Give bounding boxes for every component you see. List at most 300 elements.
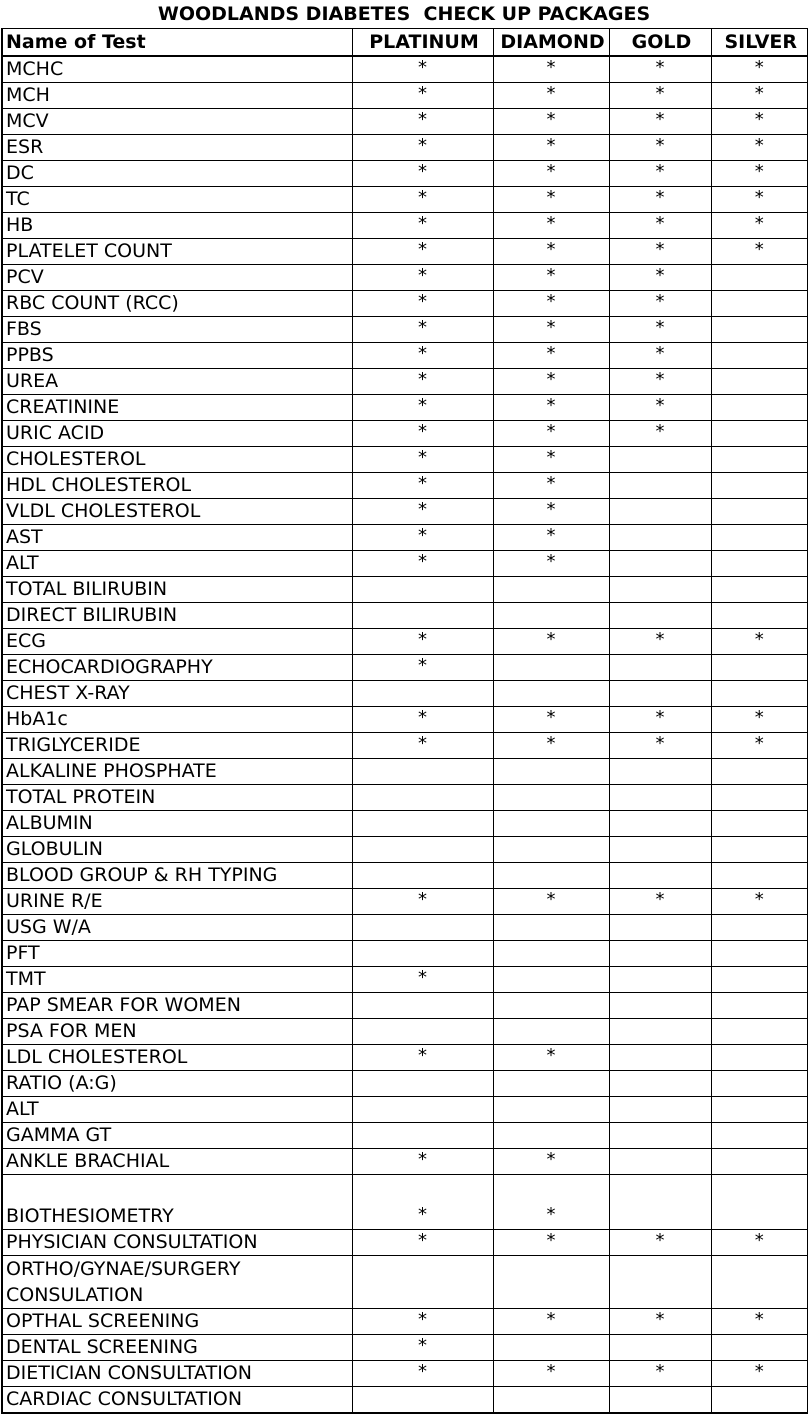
mark-silver xyxy=(711,551,808,577)
table-row xyxy=(2,291,808,317)
mark-platinum: * xyxy=(352,265,493,291)
mark-gold: * xyxy=(609,395,711,421)
mark-diamond: * xyxy=(493,447,609,473)
mark-silver xyxy=(711,447,808,473)
mark-gold xyxy=(609,837,711,863)
mark-diamond: * xyxy=(493,551,609,577)
mark-gold: * xyxy=(609,1230,711,1256)
test-name: DIRECT BILIRUBIN xyxy=(2,603,352,629)
mark-gold xyxy=(609,941,711,967)
mark-diamond xyxy=(493,1335,609,1361)
table-row xyxy=(2,109,808,135)
mark-diamond xyxy=(493,941,609,967)
mark-diamond: * xyxy=(493,1230,609,1256)
mark-platinum xyxy=(352,941,493,967)
mark-gold: * xyxy=(609,83,711,109)
table-row xyxy=(2,1097,808,1123)
table-row xyxy=(2,83,808,109)
test-name: ALT xyxy=(2,551,352,577)
mark-diamond: * xyxy=(493,1175,609,1230)
table-row xyxy=(2,889,808,915)
mark-diamond: * xyxy=(493,707,609,733)
mark-silver xyxy=(711,681,808,707)
mark-diamond xyxy=(493,1071,609,1097)
mark-gold: * xyxy=(609,733,711,759)
test-name: VLDL CHOLESTEROL xyxy=(2,499,352,525)
test-name: CARDIAC CONSULTATION xyxy=(2,1387,352,1414)
table-row xyxy=(2,1309,808,1335)
mark-gold: * xyxy=(609,239,711,265)
test-name: BIOTHESIOMETRY xyxy=(2,1175,352,1230)
table-row xyxy=(2,421,808,447)
mark-platinum: * xyxy=(352,473,493,499)
mark-platinum xyxy=(352,681,493,707)
mark-diamond: * xyxy=(493,265,609,291)
mark-platinum xyxy=(352,785,493,811)
mark-platinum xyxy=(352,1019,493,1045)
mark-silver xyxy=(711,1123,808,1149)
mark-gold xyxy=(609,993,711,1019)
sheet-title: WOODLANDS DIABETES CHECK UP PACKAGES xyxy=(157,3,651,25)
test-name: TMT xyxy=(2,967,352,993)
table-row xyxy=(2,161,808,187)
mark-gold xyxy=(609,759,711,785)
mark-diamond: * xyxy=(493,161,609,187)
table-row xyxy=(2,1149,808,1175)
mark-gold xyxy=(609,915,711,941)
mark-platinum xyxy=(352,1256,493,1309)
table-row xyxy=(2,1045,808,1071)
table-row xyxy=(2,811,808,837)
mark-gold xyxy=(609,1071,711,1097)
mark-gold: * xyxy=(609,707,711,733)
mark-gold xyxy=(609,499,711,525)
mark-platinum: * xyxy=(352,421,493,447)
table-row xyxy=(2,473,808,499)
test-name: TRIGLYCERIDE xyxy=(2,733,352,759)
test-name: MCH xyxy=(2,83,352,109)
mark-platinum: * xyxy=(352,161,493,187)
mark-platinum: * xyxy=(352,1230,493,1256)
mark-diamond: * xyxy=(493,213,609,239)
mark-platinum xyxy=(352,577,493,603)
mark-diamond: * xyxy=(493,369,609,395)
mark-platinum xyxy=(352,993,493,1019)
mark-diamond: * xyxy=(493,109,609,135)
mark-silver xyxy=(711,395,808,421)
test-name: BLOOD GROUP & RH TYPING xyxy=(2,863,352,889)
test-name: ECHOCARDIOGRAPHY xyxy=(2,655,352,681)
mark-gold: * xyxy=(609,265,711,291)
table-row xyxy=(2,187,808,213)
test-name: LDL CHOLESTEROL xyxy=(2,1045,352,1071)
mark-diamond: * xyxy=(493,629,609,655)
table-row xyxy=(2,629,808,655)
mark-silver xyxy=(711,759,808,785)
mark-gold xyxy=(609,1123,711,1149)
mark-gold xyxy=(609,603,711,629)
table-row xyxy=(2,759,808,785)
mark-silver xyxy=(711,785,808,811)
mark-platinum: * xyxy=(352,56,493,83)
mark-silver xyxy=(711,291,808,317)
test-name: ORTHO/GYNAE/SURGERY CONSULATION xyxy=(2,1256,352,1309)
mark-gold xyxy=(609,863,711,889)
table-row xyxy=(2,1019,808,1045)
test-name: ALT xyxy=(2,1097,352,1123)
mark-gold: * xyxy=(609,213,711,239)
mark-diamond: * xyxy=(493,56,609,83)
table-header xyxy=(2,29,808,57)
mark-gold xyxy=(609,1097,711,1123)
mark-diamond: * xyxy=(493,421,609,447)
mark-gold xyxy=(609,1175,711,1230)
mark-silver: * xyxy=(711,629,808,655)
mark-silver: * xyxy=(711,1230,808,1256)
mark-silver xyxy=(711,265,808,291)
table-row xyxy=(2,447,808,473)
mark-silver xyxy=(711,343,808,369)
mark-gold: * xyxy=(609,135,711,161)
test-name: DIETICIAN CONSULTATION xyxy=(2,1361,352,1387)
mark-platinum: * xyxy=(352,213,493,239)
mark-platinum: * xyxy=(352,395,493,421)
mark-silver: * xyxy=(711,83,808,109)
mark-gold: * xyxy=(609,317,711,343)
column-header-silver: SILVER xyxy=(711,29,808,57)
mark-silver xyxy=(711,655,808,681)
mark-diamond: * xyxy=(493,733,609,759)
table-row xyxy=(2,317,808,343)
mark-silver: * xyxy=(711,733,808,759)
table-row xyxy=(2,655,808,681)
test-name: TOTAL BILIRUBIN xyxy=(2,577,352,603)
table-row xyxy=(2,1335,808,1361)
mark-platinum: * xyxy=(352,967,493,993)
mark-platinum: * xyxy=(352,1335,493,1361)
table-row xyxy=(2,967,808,993)
test-name: PSA FOR MEN xyxy=(2,1019,352,1045)
mark-platinum xyxy=(352,759,493,785)
mark-diamond: * xyxy=(493,525,609,551)
mark-gold xyxy=(609,1045,711,1071)
mark-diamond xyxy=(493,785,609,811)
mark-silver xyxy=(711,941,808,967)
mark-gold xyxy=(609,473,711,499)
table-row xyxy=(2,863,808,889)
mark-silver xyxy=(711,915,808,941)
packages-table xyxy=(1,28,808,1414)
mark-diamond: * xyxy=(493,889,609,915)
mark-diamond: * xyxy=(493,343,609,369)
mark-diamond: * xyxy=(493,135,609,161)
mark-platinum xyxy=(352,915,493,941)
mark-silver xyxy=(711,473,808,499)
mark-diamond xyxy=(493,863,609,889)
mark-platinum: * xyxy=(352,369,493,395)
table-row xyxy=(2,941,808,967)
mark-diamond: * xyxy=(493,1309,609,1335)
table-row xyxy=(2,1123,808,1149)
mark-silver xyxy=(711,1019,808,1045)
mark-platinum xyxy=(352,1071,493,1097)
table-row xyxy=(2,993,808,1019)
mark-platinum: * xyxy=(352,317,493,343)
table-row xyxy=(2,135,808,161)
mark-diamond: * xyxy=(493,239,609,265)
mark-platinum: * xyxy=(352,83,493,109)
test-name: ALKALINE PHOSPHATE xyxy=(2,759,352,785)
mark-silver: * xyxy=(711,1309,808,1335)
mark-diamond xyxy=(493,837,609,863)
mark-silver xyxy=(711,1256,808,1309)
table-row xyxy=(2,551,808,577)
mark-platinum: * xyxy=(352,135,493,161)
test-name: USG W/A xyxy=(2,915,352,941)
column-header-diamond: DIAMOND xyxy=(493,29,609,57)
mark-platinum: * xyxy=(352,187,493,213)
mark-diamond xyxy=(493,811,609,837)
table-row xyxy=(2,1230,808,1256)
mark-silver xyxy=(711,1097,808,1123)
mark-silver: * xyxy=(711,161,808,187)
test-name: TC xyxy=(2,187,352,213)
table-row xyxy=(2,1361,808,1387)
mark-platinum xyxy=(352,603,493,629)
mark-diamond: * xyxy=(493,473,609,499)
mark-gold: * xyxy=(609,161,711,187)
mark-silver: * xyxy=(711,187,808,213)
mark-silver xyxy=(711,421,808,447)
table-row xyxy=(2,603,808,629)
test-name: URINE R/E xyxy=(2,889,352,915)
mark-silver xyxy=(711,1149,808,1175)
table-row xyxy=(2,213,808,239)
mark-platinum: * xyxy=(352,733,493,759)
test-name: URIC ACID xyxy=(2,421,352,447)
test-name: OPTHAL SCREENING xyxy=(2,1309,352,1335)
table-row xyxy=(2,577,808,603)
mark-diamond xyxy=(493,655,609,681)
mark-gold xyxy=(609,1149,711,1175)
table-row xyxy=(2,1175,808,1230)
mark-silver xyxy=(711,863,808,889)
mark-diamond: * xyxy=(493,1045,609,1071)
mark-gold xyxy=(609,1019,711,1045)
mark-platinum xyxy=(352,1097,493,1123)
table-row xyxy=(2,56,808,83)
test-name: ALBUMIN xyxy=(2,811,352,837)
mark-silver: * xyxy=(711,109,808,135)
test-name: GLOBULIN xyxy=(2,837,352,863)
mark-silver xyxy=(711,993,808,1019)
table-row xyxy=(2,343,808,369)
mark-platinum: * xyxy=(352,525,493,551)
test-name: FBS xyxy=(2,317,352,343)
column-header-gold: GOLD xyxy=(609,29,711,57)
table-row xyxy=(2,915,808,941)
mark-gold: * xyxy=(609,343,711,369)
mark-platinum xyxy=(352,863,493,889)
mark-diamond xyxy=(493,681,609,707)
test-name: CREATININE xyxy=(2,395,352,421)
mark-silver xyxy=(711,525,808,551)
table-row xyxy=(2,265,808,291)
mark-platinum: * xyxy=(352,499,493,525)
mark-diamond xyxy=(493,759,609,785)
mark-gold: * xyxy=(609,629,711,655)
mark-gold: * xyxy=(609,187,711,213)
mark-platinum xyxy=(352,811,493,837)
table-row xyxy=(2,1256,808,1309)
mark-gold: * xyxy=(609,369,711,395)
mark-gold xyxy=(609,811,711,837)
mark-gold xyxy=(609,967,711,993)
mark-diamond: * xyxy=(493,291,609,317)
mark-silver: * xyxy=(711,889,808,915)
test-name: PHYSICIAN CONSULTATION xyxy=(2,1230,352,1256)
mark-platinum: * xyxy=(352,1361,493,1387)
test-name: PCV xyxy=(2,265,352,291)
table-row xyxy=(2,733,808,759)
mark-diamond xyxy=(493,1387,609,1414)
mark-diamond: * xyxy=(493,499,609,525)
table-row xyxy=(2,707,808,733)
mark-silver xyxy=(711,577,808,603)
mark-gold: * xyxy=(609,889,711,915)
mark-diamond: * xyxy=(493,395,609,421)
test-name: MCHC xyxy=(2,56,352,83)
test-name: RBC COUNT (RCC) xyxy=(2,291,352,317)
mark-silver xyxy=(711,967,808,993)
mark-gold xyxy=(609,1335,711,1361)
mark-platinum: * xyxy=(352,239,493,265)
mark-platinum: * xyxy=(352,1149,493,1175)
mark-silver xyxy=(711,1335,808,1361)
mark-gold xyxy=(609,1256,711,1309)
mark-platinum: * xyxy=(352,343,493,369)
test-name: ESR xyxy=(2,135,352,161)
mark-platinum xyxy=(352,1387,493,1414)
test-name: PFT xyxy=(2,941,352,967)
mark-gold: * xyxy=(609,56,711,83)
mark-gold xyxy=(609,655,711,681)
mark-platinum: * xyxy=(352,109,493,135)
mark-diamond xyxy=(493,1019,609,1045)
test-name: ECG xyxy=(2,629,352,655)
mark-silver xyxy=(711,1071,808,1097)
table-row xyxy=(2,525,808,551)
table-row xyxy=(2,239,808,265)
mark-diamond xyxy=(493,915,609,941)
mark-platinum xyxy=(352,837,493,863)
table-row xyxy=(2,369,808,395)
test-name: CHOLESTEROL xyxy=(2,447,352,473)
table-row xyxy=(2,681,808,707)
mark-silver xyxy=(711,499,808,525)
mark-diamond: * xyxy=(493,187,609,213)
mark-silver: * xyxy=(711,239,808,265)
mark-diamond xyxy=(493,1256,609,1309)
mark-diamond xyxy=(493,603,609,629)
table-body xyxy=(2,56,808,1413)
mark-diamond: * xyxy=(493,83,609,109)
mark-silver xyxy=(711,1045,808,1071)
table-row xyxy=(2,1387,808,1414)
mark-platinum: * xyxy=(352,707,493,733)
table-row xyxy=(2,395,808,421)
mark-gold xyxy=(609,1387,711,1414)
mark-platinum: * xyxy=(352,447,493,473)
mark-diamond xyxy=(493,1097,609,1123)
table-row xyxy=(2,837,808,863)
test-name: DENTAL SCREENING xyxy=(2,1335,352,1361)
table-row xyxy=(2,499,808,525)
mark-platinum: * xyxy=(352,291,493,317)
test-name: PLATELET COUNT xyxy=(2,239,352,265)
test-name: UREA xyxy=(2,369,352,395)
test-name: PAP SMEAR FOR WOMEN xyxy=(2,993,352,1019)
mark-silver: * xyxy=(711,1361,808,1387)
mark-gold xyxy=(609,681,711,707)
mark-diamond: * xyxy=(493,317,609,343)
mark-platinum: * xyxy=(352,1045,493,1071)
mark-silver xyxy=(711,811,808,837)
test-name: CHEST X-RAY xyxy=(2,681,352,707)
mark-gold xyxy=(609,551,711,577)
mark-platinum: * xyxy=(352,889,493,915)
mark-silver: * xyxy=(711,707,808,733)
test-name: DC xyxy=(2,161,352,187)
mark-silver xyxy=(711,837,808,863)
mark-platinum: * xyxy=(352,1309,493,1335)
column-header-name: Name of Test xyxy=(2,29,352,57)
test-name: HDL CHOLESTEROL xyxy=(2,473,352,499)
mark-diamond: * xyxy=(493,1149,609,1175)
mark-silver xyxy=(711,317,808,343)
test-name: ANKLE BRACHIAL xyxy=(2,1149,352,1175)
mark-diamond xyxy=(493,1123,609,1149)
mark-gold: * xyxy=(609,1309,711,1335)
mark-silver xyxy=(711,603,808,629)
test-name: PPBS xyxy=(2,343,352,369)
mark-diamond xyxy=(493,967,609,993)
mark-diamond: * xyxy=(493,1361,609,1387)
test-name: TOTAL PROTEIN xyxy=(2,785,352,811)
mark-gold: * xyxy=(609,421,711,447)
mark-diamond xyxy=(493,993,609,1019)
mark-platinum: * xyxy=(352,655,493,681)
mark-silver xyxy=(711,1175,808,1230)
mark-gold: * xyxy=(609,291,711,317)
test-name: HB xyxy=(2,213,352,239)
test-name: HbA1c xyxy=(2,707,352,733)
mark-gold: * xyxy=(609,1361,711,1387)
mark-platinum: * xyxy=(352,629,493,655)
mark-diamond xyxy=(493,577,609,603)
header-row xyxy=(2,29,808,57)
mark-gold: * xyxy=(609,109,711,135)
mark-gold xyxy=(609,577,711,603)
mark-silver xyxy=(711,369,808,395)
mark-platinum: * xyxy=(352,1175,493,1230)
mark-gold xyxy=(609,447,711,473)
test-name: GAMMA GT xyxy=(2,1123,352,1149)
mark-silver: * xyxy=(711,213,808,239)
test-name: MCV xyxy=(2,109,352,135)
mark-silver: * xyxy=(711,56,808,83)
mark-platinum xyxy=(352,1123,493,1149)
